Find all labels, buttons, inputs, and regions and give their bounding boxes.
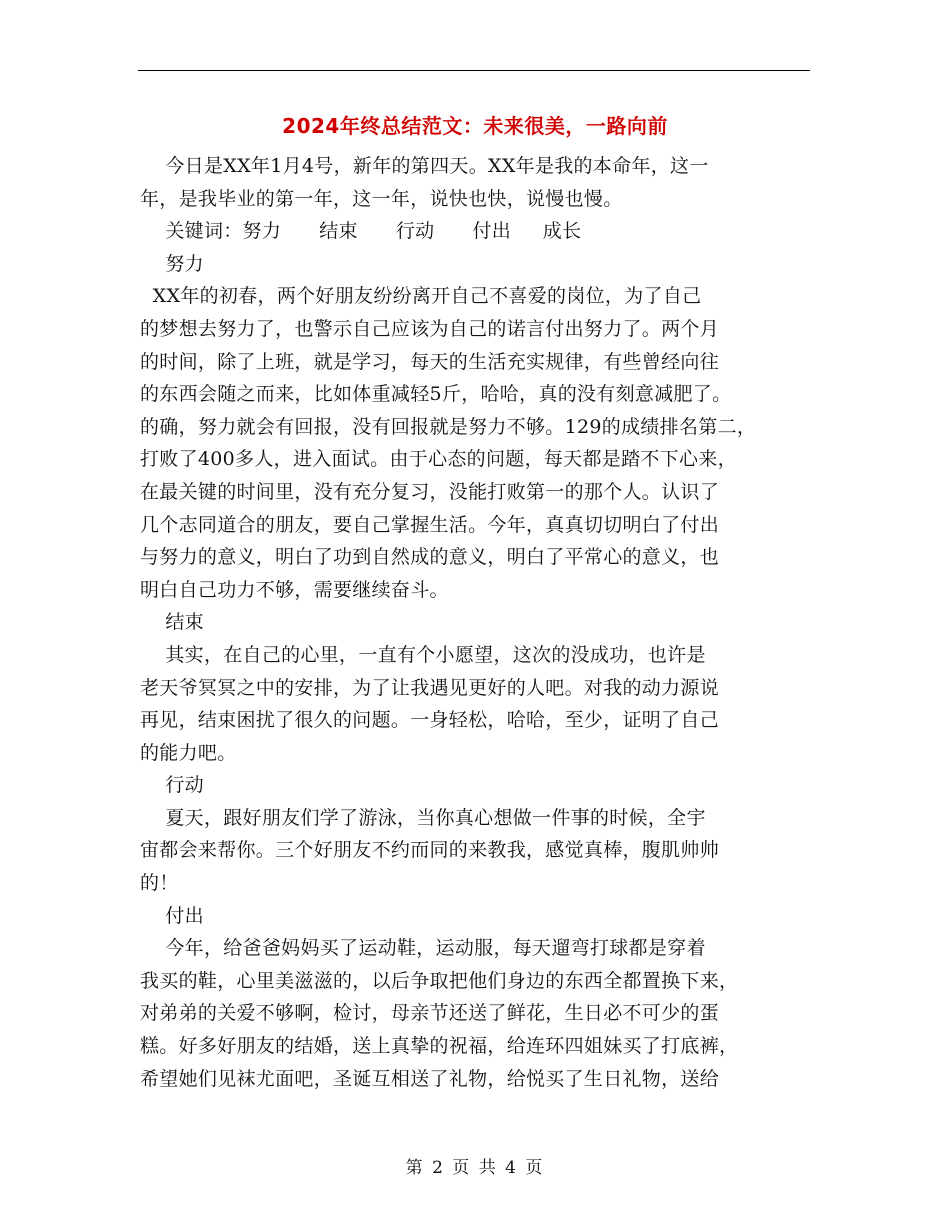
paragraph-line: 的时间，除了上班，就是学习，每天的生活充实规律，有些曾经向往 xyxy=(140,350,720,373)
paragraph-line: 今年，给爸爸妈妈买了运动鞋，运动服，每天遛弯打球都是穿着 xyxy=(140,937,706,960)
page-footer: 第 2 页 共 4 页 xyxy=(405,1158,545,1178)
paragraph-line: 今日是XX年1月4号，新年的第四天。XX年是我的本命年，这一 xyxy=(140,155,709,177)
paragraph-line: 行动 xyxy=(140,774,204,797)
paragraph-line: 付出 xyxy=(140,904,204,927)
paragraph-line: 的能力吧。 xyxy=(140,741,237,764)
paragraph-line: 努力 xyxy=(140,252,204,275)
paragraph-line: 明白自己功力不够，需要继续奋斗。 xyxy=(140,578,449,601)
paragraph-line: 的梦想去努力了，也警示自己应该为自己的诺言付出努力了。两个月 xyxy=(140,317,720,340)
document-title: 2024年终总结范文：未来很美，一路向前 xyxy=(282,114,668,138)
paragraph-line: 的！ xyxy=(140,872,179,895)
paragraph-line: 与努力的意义，明白了功到自然成的意义，明白了平常心的意义，也 xyxy=(140,546,720,569)
paragraph-line: 关键词：努力 结束 行动 付出 成长 xyxy=(140,220,582,243)
paragraph-line: 几个志同道合的朋友，要自己掌握生活。今年，真真切切明白了付出 xyxy=(140,513,720,536)
paragraph-line: 再见，结束困扰了很久的问题。一身轻松，哈哈，至少，证明了自己 xyxy=(140,709,720,732)
paragraph-line: 打败了400多人，进入面试。由于心态的问题，每天都是踏不下心来， xyxy=(140,448,737,471)
paragraph-line: 老天爷冥冥之中的安排，为了让我遇见更好的人吧。对我的动力源说 xyxy=(140,676,720,699)
paragraph-line: 结束 xyxy=(140,611,204,634)
paragraph-line: 糕。好多好朋友的结婚，送上真挚的祝福，给连环四姐妹买了打底裤， xyxy=(140,1035,739,1058)
paragraph-line: 夏天，跟好朋友们学了游泳，当你真心想做一件事的时候，全宇 xyxy=(140,806,706,829)
paragraph-line: XX年的初春，两个好朋友纷纷离开自己不喜爱的岗位，为了自己 xyxy=(140,285,702,308)
paragraph-line: 年，是我毕业的第一年，这一年，说快也快，说慢也慢。 xyxy=(140,187,623,210)
paragraph-line: 的确，努力就会有回报，没有回报就是努力不够。129的成绩排名第二， xyxy=(140,415,757,438)
header-rule xyxy=(138,70,810,71)
paragraph-line: 其实，在自己的心里，一直有个小愿望，这次的没成功，也许是 xyxy=(140,643,706,666)
paragraph-line: 希望她们见袜尤面吧，圣诞互相送了礼物，给悦买了生日礼物，送给 xyxy=(140,1067,720,1090)
paragraph-line: 我买的鞋，心里美滋滋的，以后争取把他们身边的东西全都置换下来， xyxy=(140,969,739,992)
document-body xyxy=(140,150,840,1095)
paragraph-line: 对弟弟的关爱不够啊，检讨，母亲节还送了鲜花，生日必不可少的蛋 xyxy=(140,1002,720,1025)
paragraph-line: 的东西会随之而来，比如体重减轻5斤，哈哈，真的没有刻意减肥了。 xyxy=(140,383,732,406)
paragraph-line: 在最关键的时间里，没有充分复习，没能打败第一的那个人。认识了 xyxy=(140,480,720,503)
paragraph-line: 宙都会来帮你。三个好朋友不约而同的来教我，感觉真棒，腹肌帅帅 xyxy=(140,839,720,862)
